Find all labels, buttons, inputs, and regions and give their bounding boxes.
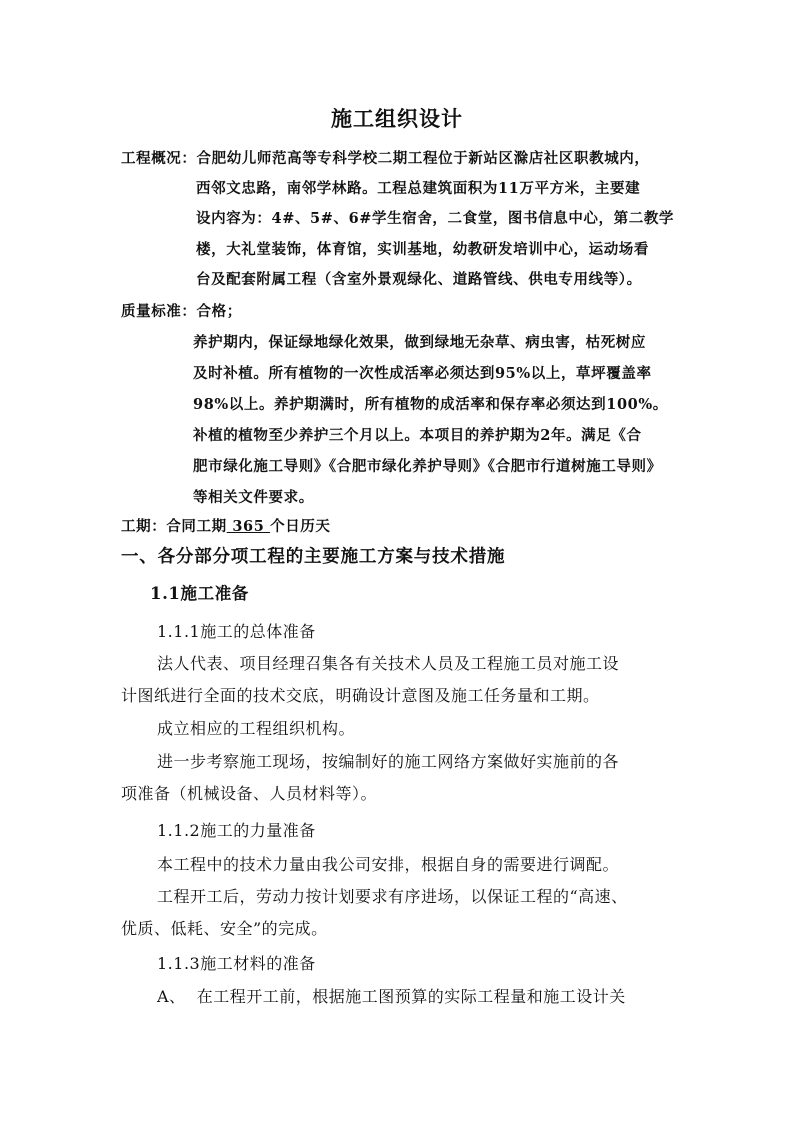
subheading-1-1-1: 1.1.1施工的总体准备 [157,622,316,641]
overview-line-1 [121,147,650,168]
duration-days: 365 [226,518,271,535]
duration-prefix: 合同工期 [166,518,227,535]
quality-text-2: 及时补植。所有植物的一次性成活率必须达到95%以上，草坪覆盖率 [193,365,652,382]
para-b: 成立相应的工程组织机构。 [157,719,356,738]
para-f-text: 在工程开工前，根据施工图预算的实际工程量和施工设计关 [196,987,626,1006]
subheading-1-1-2: 1.1.2施工的力量准备 [157,821,316,840]
para-a-line-1: 法人代表、项目经理召集各有关技术人员及工程施工员对施工设 [157,654,620,673]
quality-text-6: 等相关文件要求。 [193,489,314,506]
para-a-line-2: 计图纸进行全面的技术交底，明确设计意图及施工任务量和工期。 [121,686,600,705]
overview-line-5: 台及配套附属工程（含室外景观绿化、道路管线、供电专用线等）。 [196,271,642,288]
overview-line-3: 设内容为：4#、5#、6#学生宿舍，二食堂，图书信息中心，第二教学 [196,210,675,227]
quality-text-4: 补植的植物至少养护三个月以上。本项目的养护期为2年。满足《合 [193,427,642,444]
quality-line [121,300,242,321]
subheading-1-1: 1.1施工准备 [150,584,249,603]
duration-suffix: 个日历天 [270,518,331,535]
para-f-marker: A、 [157,987,186,1006]
para-c-line-2: 项准备（机械设备、人员材料等）。 [121,784,378,803]
para-e-line-1: 工程开工后，劳动力按计划要求有序进场，以保证工程的“高速、 [157,887,628,906]
para-c-line-1: 进一步考察施工现场，按编制好的施工网络方案做好实施前的各 [157,752,620,771]
para-d: 本工程中的技术力量由我公司安排，根据自身的需要进行调配。 [157,855,620,874]
para-f-line-1 [157,984,626,1007]
overview-line-4: 楼，大礼堂装饰，体育馆，实训基地，幼教研发培训中心，运动场看 [196,241,649,258]
quality-label: 质量标准： [121,303,197,320]
quality-text-1: 养护期内，保证绿地绿化效果，做到绿地无杂草、病虫害，枯死树应 [193,334,646,351]
duration-label: 工期： [121,518,167,535]
quality-text-3: 98%以上。养护期满时，所有植物的成活率和保存率必须达到100%。 [193,396,668,413]
overview-text-1: 合肥幼儿师范高等专科学校二期工程位于新站区滁店社区职教城内， [196,150,650,167]
quality-value: 合格； [196,303,242,320]
overview-line-2: 西邻文忠路，南邻学林路。工程总建筑面积为11万平方米，主要建 [196,180,641,197]
section-heading-1: 一、各分部分项工程的主要施工方案与技术措施 [121,547,506,567]
duration-line [121,515,331,536]
overview-label: 工程概况： [121,150,197,167]
quality-text-5: 肥市绿化施工导则》《合肥市绿化养护导则》《合肥市行道树施工导则》 [193,458,662,475]
para-e-line-2: 优质、低耗、安全”的完成。 [121,919,328,938]
document-title: 施工组织设计 [331,106,463,131]
subheading-1-1-3: 1.1.3施工材料的准备 [157,954,316,973]
